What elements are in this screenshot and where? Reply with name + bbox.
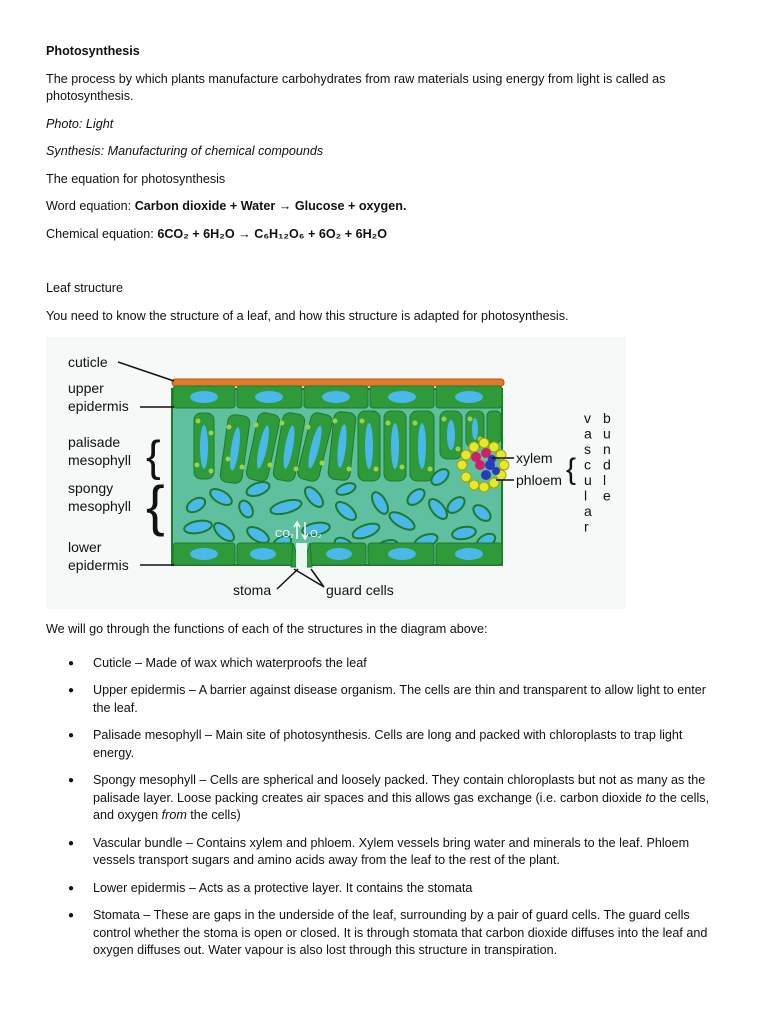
function-list-item: [46, 880, 726, 898]
vascular-letter: u: [584, 472, 592, 488]
functions-intro: We will go through the functions of each of the structures in the diagram above:: [46, 622, 488, 636]
bundle-letter: l: [603, 472, 607, 488]
bundle-letter: u: [603, 425, 611, 442]
function-list-item: [46, 655, 726, 673]
palisade-cell: [487, 411, 501, 443]
function-text: Spongy mesophyll – Cells are spherical and loosely packed. They contain chloroplasts but not as many as the palisade layer. Loose packing creates air spaces and this allows gas exchange (i.e. carbon dioxide: [93, 773, 706, 805]
photo-definition: Photo: Light: [46, 116, 114, 131]
palisade-vacuole: [200, 425, 208, 469]
equation-heading: The equation for photosynthesis: [46, 171, 226, 186]
label-phloem: phloem: [516, 472, 562, 488]
leaf-structure-heading: Leaf structure: [46, 281, 124, 295]
epidermis-vacuole: [455, 548, 483, 560]
bundle-letter: d: [603, 456, 611, 473]
bundle-letter: b: [603, 410, 611, 426]
stoma-opening: [296, 543, 307, 567]
bullet-icon: ●: [68, 730, 75, 741]
label-upper-epidermis-line1: upper: [68, 380, 104, 396]
word-equation-label: Word equation:: [46, 199, 135, 213]
upper-epidermis-layer: [173, 386, 502, 408]
palisade-vacuole: [365, 423, 373, 469]
label-guard-cells: guard cells: [326, 582, 394, 598]
label-stoma: stoma: [233, 582, 272, 598]
bullet-icon: ●: [68, 910, 75, 921]
vascular-letter: s: [584, 441, 591, 457]
word-equation: [46, 198, 726, 216]
function-text: Palisade mesophyll – Main site of photosynthesis. Cells are long and packed with chloroplasts to trap light energy.: [93, 728, 683, 760]
epidermis-vacuole: [190, 391, 218, 403]
label-spongy-line2: mesophyll: [68, 498, 132, 514]
palisade-vacuole: [447, 420, 455, 450]
leaf-cross-section-diagram: [46, 337, 626, 609]
label-bundle-vertical: [603, 410, 611, 504]
bullet-icon: ●: [68, 657, 75, 669]
bullet-icon: ●: [68, 775, 75, 786]
function-list-item: [46, 835, 726, 870]
chemical-equation: [46, 226, 726, 244]
chemical-equation-text: 6CO₂ + 6H₂O → C₆H₁₂O₆ + 6O₂ + 6H₂O: [157, 226, 388, 241]
leaf-structure-intro: You need to know the structure of a leaf, and how this structure is adapted for photosynthesis.: [46, 308, 569, 323]
epidermis-vacuole: [255, 391, 283, 403]
label-upper-epidermis-line2: epidermis: [68, 398, 129, 414]
vascular-letter: a: [584, 503, 592, 519]
lower-epidermis-layer: [173, 543, 502, 567]
palisade-vacuole: [391, 423, 399, 469]
label-xylem: xylem: [516, 450, 553, 466]
function-list-item: [46, 772, 726, 825]
o2-label: O₂: [310, 529, 322, 540]
cuticle-layer: [172, 379, 504, 386]
page-title: Photosynthesis: [46, 44, 140, 58]
bullet-icon: ●: [68, 882, 75, 894]
palisade-vacuole: [472, 418, 478, 440]
function-list-item: [46, 682, 726, 717]
epidermis-vacuole: [388, 548, 416, 560]
co2-label: CO₂: [275, 529, 294, 540]
intro-paragraph: The process by which plants manufacture carbohydrates from raw materials using energy from light is called as photosynthesis.: [46, 71, 666, 103]
epidermis-vacuole: [322, 391, 350, 403]
bundle-letter: e: [603, 487, 611, 504]
epidermis-vacuole: [190, 548, 218, 560]
label-vascular-vertical: [584, 410, 592, 535]
function-text: Upper epidermis – A barrier against disease organism. The cells are thin and transparent to allow light to enter the leaf.: [93, 683, 706, 715]
bundle-letter: n: [603, 441, 611, 457]
chemical-equation-label: Chemical equation:: [46, 226, 158, 241]
spongy-brace-icon: {: [146, 474, 165, 537]
function-text: Vascular bundle – Contains xylem and phloem. Xylem vessels bring water and minerals to the leaf. Phloem vessels transport sugars and amino acids away from the leaf to the rest of the plant.: [93, 835, 690, 867]
function-text: from: [161, 808, 187, 822]
vascular-letter: c: [584, 456, 591, 473]
label-palisade-line1: palisade: [68, 434, 121, 450]
epidermis-vacuole: [455, 391, 483, 403]
function-text: the cells): [186, 808, 241, 822]
epidermis-vacuole: [388, 391, 416, 403]
vascular-letter: a: [584, 425, 592, 442]
label-spongy-line1: spongy: [68, 480, 114, 496]
vascular-letter: r: [584, 518, 589, 535]
function-list-item: [46, 727, 726, 762]
vascular-letter: v: [584, 410, 591, 426]
vascular-brace-icon: {: [566, 453, 577, 486]
bullet-icon: ●: [68, 837, 75, 849]
palisade-vacuole: [418, 423, 426, 469]
epidermis-vacuole: [250, 548, 276, 560]
function-text: to: [645, 790, 656, 805]
synthesis-definition: Synthesis: Manufacturing of chemical compounds: [46, 144, 324, 158]
document-page: [46, 43, 726, 970]
label-lower-epidermis-line2: epidermis: [68, 557, 129, 573]
function-text: the cells, and oxygen: [93, 790, 710, 822]
function-text: Lower epidermis – Acts as a protective layer. It contains the stomata: [93, 880, 473, 895]
vascular-letter: l: [584, 487, 588, 504]
label-cuticle: cuticle: [68, 354, 108, 370]
label-palisade-line2: mesophyll: [68, 452, 132, 468]
epidermis-vacuole: [326, 548, 352, 560]
palisade-brace-icon: {: [146, 432, 161, 481]
function-list-item: [46, 907, 726, 960]
label-lower-epidermis-line1: lower: [68, 539, 102, 555]
function-text: Cuticle – Made of wax which waterproofs the leaf: [93, 655, 367, 670]
word-equation-text: Carbon dioxide + Water → Glucose + oxygen.: [134, 199, 407, 213]
bullet-icon: ●: [68, 685, 75, 696]
function-text: Stomata – These are gaps in the underside of the leaf, surrounding by a pair of guard cells. The guard cells control whether the stoma is open or closed. It is through stomata that carbon dioxide diffuses into the leaf and oxygen diffuses out. Water vapour is also lost through this structure in transpiration.: [93, 908, 708, 957]
functions-list: [46, 655, 726, 960]
